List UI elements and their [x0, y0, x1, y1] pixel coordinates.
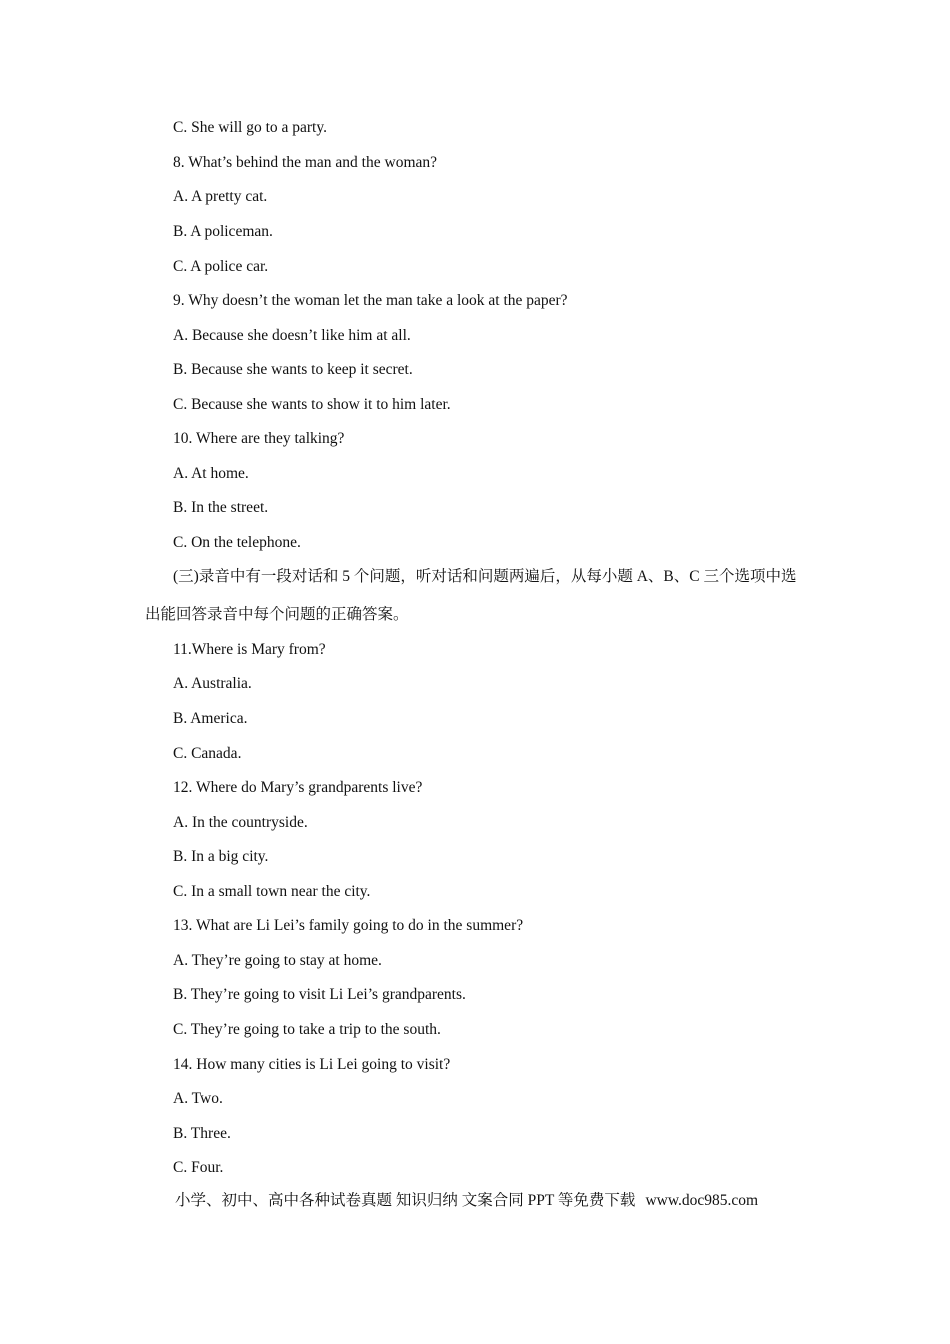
question-9: 9. Why doesn’t the woman let the man take a look at the paper?: [173, 292, 568, 309]
option-9b: B. Because she wants to keep it secret.: [173, 361, 413, 378]
option-12b: B. In a big city.: [173, 848, 269, 865]
question-14: 14. How many cities is Li Lei going to visit?: [173, 1056, 451, 1073]
option-14b: B. Three.: [173, 1125, 231, 1142]
footer-url: www.doc985.com: [645, 1192, 759, 1209]
question-12: 12. Where do Mary’s grandparents live?: [173, 779, 423, 796]
option-12c: C. In a small town near the city.: [173, 883, 371, 900]
option-14c: C. Four.: [173, 1159, 224, 1176]
footer-text: 小学、初中、高中各种试卷真题 知识归纳 文案合同 PPT 等免费下载: [175, 1192, 636, 1209]
option-12a: A. In the countryside.: [173, 814, 308, 831]
question-10: 10. Where are they talking?: [173, 430, 345, 447]
option-9a: A. Because she doesn’t like him at all.: [173, 327, 411, 344]
question-8: 8. What’s behind the man and the woman?: [173, 154, 438, 171]
section-3-instructions: (三)录音中有一段对话和 5 个问题，听对话和问题两遍后，从每小题 A、B、C 三个选项中选出能回答录音中每个问题的正确答案。: [145, 568, 797, 623]
option-11b: B. America.: [173, 710, 248, 727]
option-9c: C. Because she wants to show it to him later.: [173, 396, 451, 413]
option-7c: C. She will go to a party.: [173, 119, 327, 136]
option-11a: A. Australia.: [173, 675, 252, 692]
option-8c: C. A police car.: [173, 258, 269, 275]
option-11c: C. Canada.: [173, 745, 242, 762]
option-10b: B. In the street.: [173, 499, 269, 516]
option-10a: A. At home.: [173, 465, 249, 482]
option-10c: C. On the telephone.: [173, 534, 301, 551]
question-13: 13. What are Li Lei’s family going to do in the summer?: [173, 917, 524, 934]
option-13c: C. They’re going to take a trip to the south.: [173, 1021, 441, 1038]
option-13a: A. They’re going to stay at home.: [173, 952, 382, 969]
option-13b: B. They’re going to visit Li Lei’s grandparents.: [173, 986, 466, 1003]
option-14a: A. Two.: [173, 1090, 223, 1107]
option-8a: A. A pretty cat.: [173, 188, 268, 205]
page-footer: [175, 1191, 758, 1211]
option-8b: B. A policeman.: [173, 223, 273, 240]
question-11: 11.Where is Mary from?: [173, 641, 326, 658]
